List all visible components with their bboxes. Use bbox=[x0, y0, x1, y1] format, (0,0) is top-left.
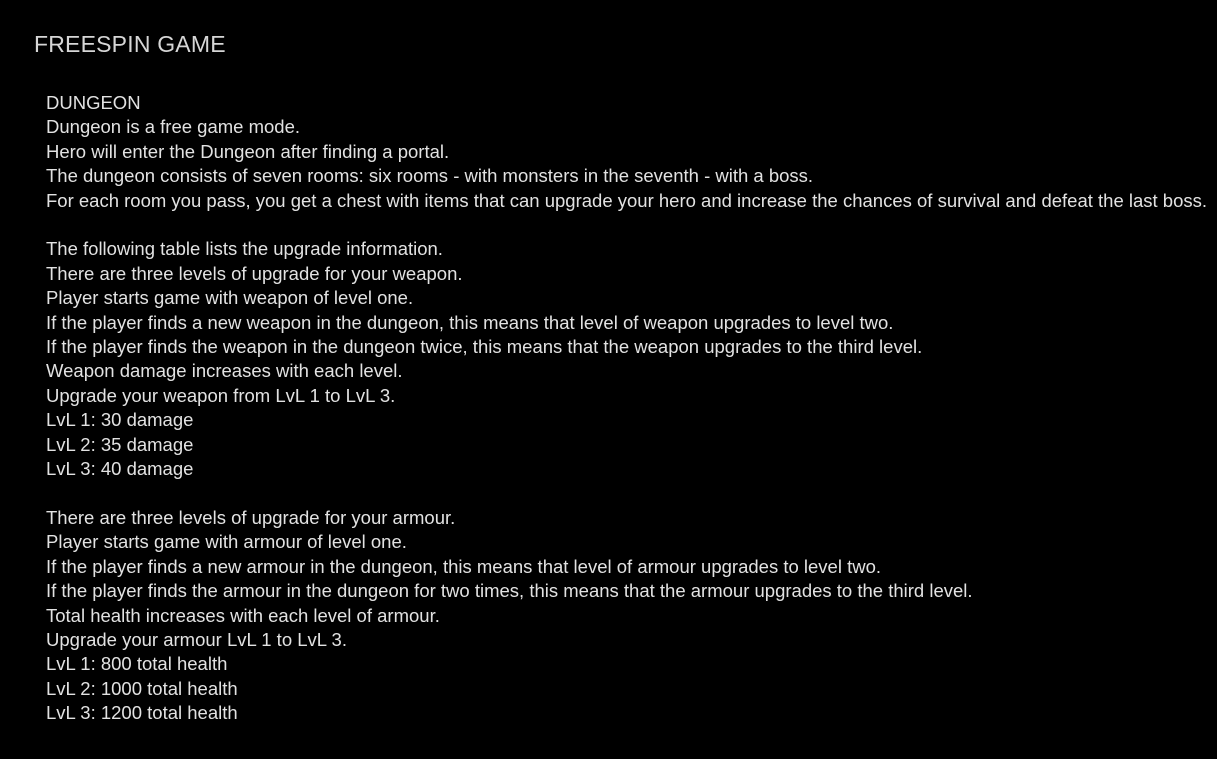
rules-line: There are three levels of upgrade for your weapon. bbox=[46, 262, 463, 284]
rules-line: Weapon damage increases with each level. bbox=[46, 360, 403, 382]
page-title: FREESPIN GAME bbox=[34, 31, 226, 57]
rules-line: Upgrade your armour LvL 1 to LvL 3. bbox=[46, 628, 347, 650]
rules-line: If the player finds a new weapon in the dungeon, this means that level of weapon upgrades to level two. bbox=[46, 311, 894, 333]
dungeon-section bbox=[46, 91, 1214, 213]
rules-line: Upgrade your weapon from LvL 1 to LvL 3. bbox=[46, 384, 396, 406]
rules-line: Dungeon is a free game mode. bbox=[46, 116, 301, 138]
rules-line: Player starts game with weapon of level one. bbox=[46, 287, 414, 309]
armour-level-1: LvL 1: 800 total health bbox=[46, 653, 228, 675]
rules-line: The following table lists the upgrade information. bbox=[46, 238, 443, 260]
rules-line: If the player finds the weapon in the dungeon twice, this means that the weapon upgrades to the third level. bbox=[46, 336, 923, 358]
armour-level-2: LvL 2: 1000 total health bbox=[46, 677, 238, 699]
armour-level-3: LvL 3: 1200 total health bbox=[46, 702, 238, 724]
rules-line: The dungeon consists of seven rooms: six rooms - with monsters in the seventh - with a boss. bbox=[46, 165, 814, 187]
weapon-level-3: LvL 3: 40 damage bbox=[46, 458, 194, 480]
section-spacer bbox=[46, 481, 1214, 505]
armour-upgrade-section bbox=[46, 506, 1214, 726]
rules-line: For each room you pass, you get a chest with items that can upgrade your hero and increase the chances of survival and defeat the last boss. bbox=[46, 189, 1208, 211]
rules-line: There are three levels of upgrade for your armour. bbox=[46, 506, 456, 528]
rules-line: Player starts game with armour of level one. bbox=[46, 531, 407, 553]
section-spacer bbox=[46, 213, 1214, 237]
section-heading: DUNGEON bbox=[46, 92, 141, 113]
rules-content bbox=[46, 91, 1214, 726]
weapon-level-1: LvL 1: 30 damage bbox=[46, 409, 194, 431]
rules-line: If the player finds a new armour in the dungeon, this means that level of armour upgrades to level two. bbox=[46, 555, 882, 577]
rules-line: Hero will enter the Dungeon after finding a portal. bbox=[46, 140, 450, 162]
weapon-upgrade-section bbox=[46, 237, 1214, 481]
rules-line: Total health increases with each level of armour. bbox=[46, 604, 440, 626]
weapon-level-2: LvL 2: 35 damage bbox=[46, 433, 194, 455]
rules-line: If the player finds the armour in the dungeon for two times, this means that the armour upgrades to the third level. bbox=[46, 580, 973, 602]
